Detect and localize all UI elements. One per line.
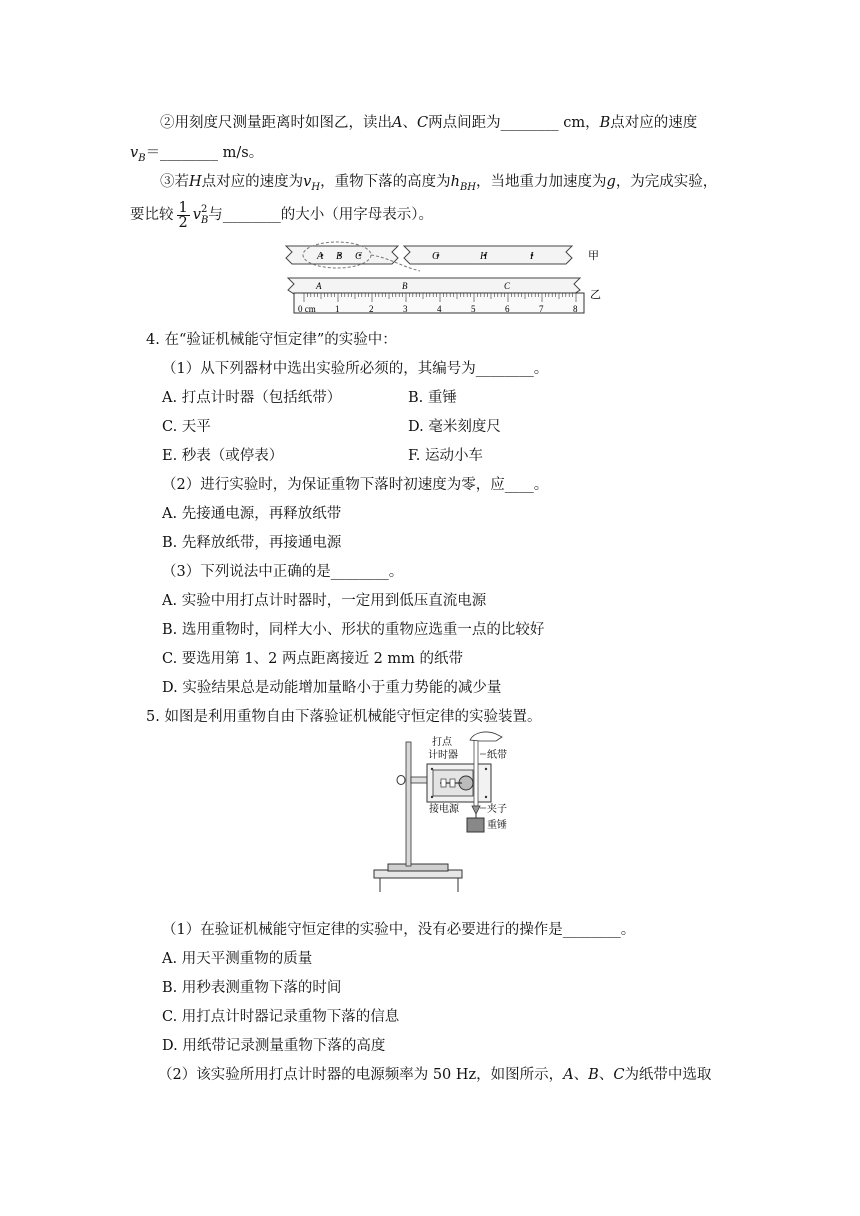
q5-part-1-option-a: A. 用天平测重物的质量 [162, 951, 313, 967]
timer-terminal [441, 779, 446, 787]
q4-part-3-option-c: C. 要选用第 1、2 两点距离接近 2 mm 的纸带 [162, 651, 464, 667]
upper-label-h: H [480, 251, 488, 262]
q3-text: 点对应的速度为 [201, 174, 304, 190]
q3-text: 与________的大小（用字母表示）。 [208, 207, 434, 223]
stand-rod [406, 742, 411, 866]
caption-jia: 甲 [588, 250, 599, 262]
q4-part-2-option-b: B. 先释放纸带，再接通电源 [162, 535, 342, 551]
var-v: v [303, 174, 312, 190]
q4-option-c: C. 天平 [162, 419, 211, 435]
lower-label-b: B [402, 281, 408, 291]
q4-part-2-option-a: A. 先接通电源，再释放纸带 [162, 506, 342, 522]
ruler-tick-1: 1 [335, 304, 340, 314]
q4-option-b: B. 重锤 [408, 390, 457, 406]
q4-part-3: （3）下列说法中正确的是________。 [162, 564, 404, 580]
q3-text: ，当地重力加速度为 [476, 174, 607, 190]
upper-label-a: A [317, 251, 324, 262]
q4-part-3-option-b: B. 选用重物时，同样大小、形状的重物应选重一点的比较好 [162, 622, 545, 638]
q3-text: ，重物下落的高度为 [320, 174, 451, 190]
q4-option-d: D. 毫米刻度尺 [408, 419, 501, 435]
q5-part-1: （1）在验证机械能守恒定律的实验中，没有必要进行的操作是________。 [162, 922, 636, 938]
lower-label-a: A [316, 281, 322, 291]
label-tape: 纸带 [487, 750, 507, 761]
q3-text: 点对应的速度 [610, 115, 698, 131]
lower-tape [288, 278, 580, 294]
ruler-tick-6: 6 [505, 304, 510, 314]
ruler-tick-7: 7 [539, 304, 544, 314]
paper-tape [474, 740, 478, 806]
q3-line-3 [160, 172, 717, 198]
sub-bh: BH [459, 181, 477, 193]
ruler-tick-4: 4 [437, 304, 442, 314]
fraction-half [177, 201, 190, 230]
q3-line-2 [130, 143, 263, 169]
separator: 、 [598, 1067, 614, 1083]
point-c: C [416, 115, 429, 131]
numerator: 1 [178, 199, 188, 216]
clamp-knob [397, 776, 405, 785]
q3-text: ②用刻度尺测量距离时如图乙，读出 [160, 115, 392, 131]
caption-yi: 乙 [590, 289, 601, 301]
timer-terminal [450, 779, 455, 787]
screw [431, 768, 433, 770]
separator: 、 [402, 115, 417, 131]
label-power: 接电源 [429, 804, 459, 815]
sub-b: B [138, 152, 146, 164]
superscript: 2 [200, 204, 208, 215]
point-a: A [392, 115, 403, 131]
sub-h: H [311, 181, 321, 193]
label-clip: 夹子 [487, 804, 507, 815]
clip [472, 806, 480, 814]
q5-text: （2）该实验所用打点计时器的电源频率为 50 Hz，如图所示， [158, 1067, 564, 1083]
q3-text: 要比较 [130, 207, 174, 223]
subscript: B [200, 215, 209, 226]
point-h: H [189, 174, 202, 190]
ruler-tick-3: 3 [403, 304, 408, 314]
q4-title: 4. 在“验证机械能守恒定律”的实验中： [146, 332, 397, 348]
upper-tape-right [404, 246, 572, 264]
q5-part-1-option-b: B. 用秒表测重物下落的时间 [162, 980, 342, 996]
lower-label-c: C [504, 281, 511, 291]
upper-label-g: G [432, 251, 440, 262]
q5-part-1-option-c: C. 用打点计时器记录重物下落的信息 [162, 1009, 400, 1025]
upper-label-b: B [336, 251, 343, 262]
paper-tape-figure [280, 236, 610, 318]
q3-text: ＝________ m/s。 [145, 145, 264, 161]
point-b: B [599, 115, 611, 131]
label-weight: 重锤 [487, 820, 507, 831]
label-timer-2: 计时器 [428, 750, 458, 761]
ruler-unit: 0 cm [298, 304, 316, 314]
q5-part-2 [158, 1065, 711, 1085]
q3-text: ，为完成实验， [615, 174, 718, 190]
upper-label-i: I [530, 251, 534, 262]
ruler-tick-5: 5 [471, 304, 476, 314]
var-v: v [130, 145, 139, 161]
upper-label-c: C [355, 251, 362, 262]
q4-part-3-option-d: D. 实验结果总是动能增加量略小于重力势能的减少量 [162, 680, 502, 696]
label-timer-1: 打点 [432, 737, 452, 748]
screw [431, 796, 433, 798]
hand [470, 732, 502, 741]
q5-text: 为纸带中选取 [624, 1067, 712, 1083]
q3-text: 两点间距为________ cm， [428, 115, 600, 131]
q4-option-a: A. 打点计时器（包括纸带） [162, 390, 342, 406]
q5-part-1-option-d: D. 用纸带记录测量重物下落的高度 [162, 1038, 386, 1054]
heavy-weight [467, 818, 484, 832]
q4-option-e: E. 秒表（或停表） [162, 448, 284, 464]
q5-title: 5. 如图是利用重物自由下落验证机械能守恒定律的实验装置。 [146, 709, 542, 725]
q3-line-4 [130, 200, 433, 230]
separator: 、 [573, 1067, 589, 1083]
q4-part-2: （2）进行实验时，为保证重物下落时初速度为零，应____。 [162, 477, 549, 493]
denominator: 2 [178, 214, 188, 231]
screw [485, 796, 487, 798]
apparatus-figure [370, 728, 530, 894]
ruler-tick-2: 2 [369, 304, 374, 314]
screw [485, 768, 487, 770]
point-b: B [588, 1067, 599, 1083]
q4-part-3-option-a: A. 实验中用打点计时器时，一定用到低压直流电源 [162, 593, 487, 609]
clamp-arm [411, 777, 427, 783]
point-a: A [563, 1067, 574, 1083]
q4-part-1: （1）从下列器材中选出实验所必须的，其编号为________。 [162, 361, 549, 377]
var-g: g [606, 174, 616, 190]
q3-line-1 [160, 113, 697, 133]
q3-text: ③若 [160, 174, 189, 190]
q4-option-f: F. 运动小车 [408, 448, 484, 464]
point-c: C [613, 1067, 625, 1083]
stand-base [388, 864, 448, 871]
var-v: v [192, 207, 201, 223]
ruler-tick-8: 8 [573, 304, 578, 314]
var-h: h [450, 174, 460, 190]
